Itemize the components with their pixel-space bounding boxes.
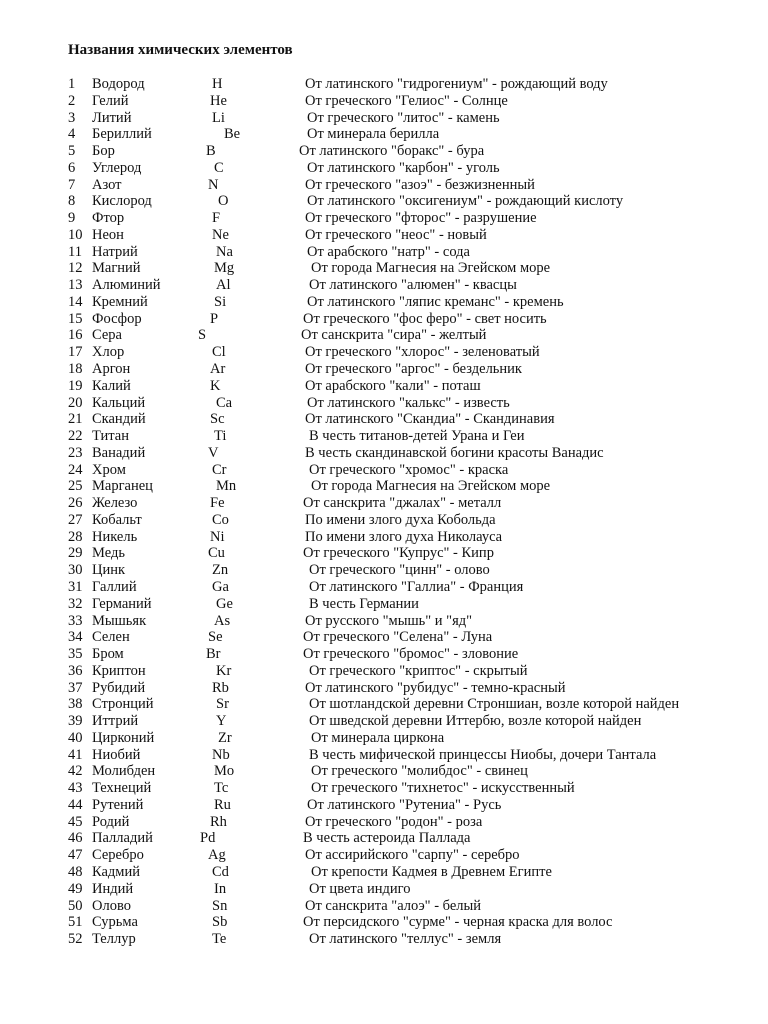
element-name: Бром xyxy=(92,646,124,663)
element-number: 8 xyxy=(68,193,76,210)
element-name: Кислород xyxy=(92,193,152,210)
element-symbol: Rb xyxy=(212,679,229,696)
element-symbol: Mg xyxy=(214,260,235,277)
element-row xyxy=(0,311,768,328)
element-row xyxy=(0,227,768,244)
element-origin: От греческого "родон" - роза xyxy=(305,813,483,830)
element-symbol: Mn xyxy=(216,478,237,495)
element-origin: От города Магнесия на Эгейском море xyxy=(311,478,551,495)
element-number: 6 xyxy=(68,159,76,176)
element-origin: От минерала берилла xyxy=(307,126,440,143)
element-row xyxy=(0,696,768,713)
element-symbol: Tc xyxy=(214,780,229,797)
element-name: Ванадий xyxy=(92,444,146,461)
element-row xyxy=(0,210,768,227)
element-origin: От персидского "сурме" - черная краска для волос xyxy=(303,914,613,931)
element-row xyxy=(0,76,768,93)
element-origin: От шведской деревни Иттербю, возле которой найден xyxy=(309,713,642,730)
element-name: Цинк xyxy=(92,562,126,579)
element-row xyxy=(0,730,768,747)
element-symbol: Ge xyxy=(216,595,233,612)
element-name: Хлор xyxy=(92,344,125,361)
element-number: 32 xyxy=(68,595,83,612)
element-symbol: O xyxy=(218,193,229,210)
element-name: Никель xyxy=(92,528,138,545)
element-number: 34 xyxy=(68,629,83,646)
element-symbol: Se xyxy=(208,629,223,646)
element-origin: От латинского "ляпис креманс" - кремень xyxy=(307,293,564,310)
element-symbol: N xyxy=(208,176,219,193)
element-name: Медь xyxy=(92,545,125,562)
element-number: 12 xyxy=(68,260,83,277)
element-row xyxy=(0,445,768,462)
element-name: Азот xyxy=(92,176,122,193)
element-origin: От арабского "кали" - поташ xyxy=(305,377,481,394)
element-row xyxy=(0,898,768,915)
element-number: 45 xyxy=(68,813,83,830)
element-origin: От греческого "Купрус" - Кипр xyxy=(303,545,494,562)
element-number: 35 xyxy=(68,646,83,663)
element-symbol: Y xyxy=(216,713,227,730)
element-name: Мышьяк xyxy=(92,612,147,629)
element-name: Аргон xyxy=(92,361,131,378)
element-row xyxy=(0,160,768,177)
element-row xyxy=(0,780,768,797)
element-number: 52 xyxy=(68,931,83,948)
element-number: 26 xyxy=(68,495,83,512)
element-number: 47 xyxy=(68,847,83,864)
element-origin: От минерала циркона xyxy=(311,729,445,746)
element-number: 30 xyxy=(68,562,83,579)
element-name: Иттрий xyxy=(92,713,139,730)
element-name: Сурьма xyxy=(92,914,138,931)
element-symbol: Ne xyxy=(212,226,229,243)
element-row xyxy=(0,428,768,445)
element-origin: От шотландской деревни Строншиан, возле которой найден xyxy=(309,696,680,713)
element-row xyxy=(0,93,768,110)
element-symbol: Cl xyxy=(212,344,226,361)
element-row xyxy=(0,814,768,831)
element-name: Скандий xyxy=(92,411,146,428)
element-number: 11 xyxy=(68,243,82,260)
element-origin: От ассирийского "сарпу" - серебро xyxy=(305,847,520,864)
element-name: Фосфор xyxy=(92,310,142,327)
element-row xyxy=(0,562,768,579)
element-row xyxy=(0,462,768,479)
element-origin: От русского "мышь" и "яд" xyxy=(305,612,473,629)
element-name: Железо xyxy=(92,495,138,512)
element-origin: От греческого "хлорос" - зеленоватый xyxy=(305,344,540,361)
element-origin: В честь скандинавской богини красоты Ванадис xyxy=(305,444,604,461)
element-name: Титан xyxy=(92,428,129,445)
element-name: Хром xyxy=(92,461,126,478)
element-number: 50 xyxy=(68,897,83,914)
element-symbol: Te xyxy=(212,931,227,948)
element-symbol: Nb xyxy=(212,746,230,763)
element-row xyxy=(0,193,768,210)
element-number: 23 xyxy=(68,444,83,461)
element-row xyxy=(0,830,768,847)
element-name: Цирконий xyxy=(92,729,155,746)
element-row xyxy=(0,713,768,730)
element-origin: От арабского "натр" - сода xyxy=(307,243,470,260)
element-name: Рубидий xyxy=(92,679,146,696)
element-origin: От греческого "фос феро" - свет носить xyxy=(303,310,547,327)
element-origin: От греческого "Селена" - Луна xyxy=(303,629,493,646)
element-origin: В честь астероида Паллада xyxy=(303,830,471,847)
element-row xyxy=(0,797,768,814)
element-symbol: Sr xyxy=(216,696,229,713)
element-symbol: B xyxy=(206,143,216,160)
element-origin: От греческого "бромос" - зловоние xyxy=(303,646,519,663)
element-origin: От латинского "рубидус" - темно-красный xyxy=(305,679,566,696)
element-symbol: P xyxy=(210,310,219,327)
element-symbol: Li xyxy=(212,109,225,126)
element-name: Теллур xyxy=(92,931,136,948)
element-row xyxy=(0,378,768,395)
element-symbol: Kr xyxy=(216,662,232,679)
element-row xyxy=(0,931,768,948)
element-name: Гелий xyxy=(92,92,129,109)
element-name: Калий xyxy=(92,377,131,394)
element-origin: От греческого "тихнетос" - искусственный xyxy=(311,780,575,797)
element-row xyxy=(0,327,768,344)
element-origin: От греческого "фторос" - разрушение xyxy=(305,210,537,227)
element-name: Неон xyxy=(92,226,124,243)
element-row xyxy=(0,512,768,529)
element-row xyxy=(0,344,768,361)
element-number: 51 xyxy=(68,914,83,931)
element-name: Углерод xyxy=(92,159,142,176)
element-symbol: Co xyxy=(212,511,229,528)
element-row xyxy=(0,613,768,630)
element-origin: От греческого "цинн" - олово xyxy=(309,562,490,579)
element-row xyxy=(0,747,768,764)
element-origin: От латинского "Скандиа" - Скандинавия xyxy=(305,411,555,428)
element-number: 22 xyxy=(68,428,83,445)
element-number: 27 xyxy=(68,511,83,528)
element-symbol: C xyxy=(214,159,224,176)
element-name: Магний xyxy=(92,260,141,277)
element-name: Алюминий xyxy=(92,277,161,294)
element-symbol: Pd xyxy=(200,830,216,847)
element-name: Индий xyxy=(92,880,134,897)
element-number: 28 xyxy=(68,528,83,545)
element-origin: От крепости Кадмея в Древнем Египте xyxy=(311,863,552,880)
element-name: Рутений xyxy=(92,796,144,813)
element-origin: От греческого "литос" - камень xyxy=(307,109,500,126)
element-origin: От латинского "Рутениа" - Русь xyxy=(307,796,502,813)
element-row xyxy=(0,545,768,562)
element-number: 5 xyxy=(68,143,76,160)
element-number: 16 xyxy=(68,327,83,344)
element-symbol: Cd xyxy=(212,863,229,880)
element-symbol: Zn xyxy=(212,562,229,579)
element-symbol: Ag xyxy=(208,847,226,864)
element-number: 33 xyxy=(68,612,83,629)
element-name: Кремний xyxy=(92,293,148,310)
element-symbol: K xyxy=(210,377,221,394)
element-row xyxy=(0,864,768,881)
element-symbol: Sc xyxy=(210,411,225,428)
element-number: 36 xyxy=(68,662,83,679)
page-title: Названия химических элементов xyxy=(68,42,293,58)
element-row xyxy=(0,579,768,596)
element-row xyxy=(0,395,768,412)
element-name: Литий xyxy=(92,109,132,126)
element-number: 24 xyxy=(68,461,83,478)
element-row xyxy=(0,663,768,680)
element-symbol: Sn xyxy=(212,897,228,914)
element-origin: В честь Германии xyxy=(309,595,419,612)
element-origin: В честь мифической принцессы Ниобы, дочери Тантала xyxy=(309,746,657,763)
element-number: 49 xyxy=(68,880,83,897)
element-number: 17 xyxy=(68,344,83,361)
element-row xyxy=(0,260,768,277)
element-number: 37 xyxy=(68,679,83,696)
element-symbol: Si xyxy=(214,293,227,310)
element-number: 4 xyxy=(68,126,76,143)
element-origin: От латинского "алюмен" - квасцы xyxy=(309,277,517,294)
element-origin: От греческого "неос" - новый xyxy=(305,226,487,243)
element-row xyxy=(0,914,768,931)
element-origin: От латинского "гидрогениум" - рождающий воду xyxy=(305,76,608,92)
element-number: 40 xyxy=(68,729,83,746)
element-symbol: He xyxy=(210,92,227,109)
element-symbol: Al xyxy=(216,277,231,294)
element-symbol: Zr xyxy=(218,729,232,746)
element-name: Ниобий xyxy=(92,746,141,763)
element-name: Стронций xyxy=(92,696,154,713)
element-symbol: Na xyxy=(216,243,233,260)
element-row xyxy=(0,277,768,294)
element-row xyxy=(0,847,768,864)
element-symbol: Ru xyxy=(214,796,231,813)
element-name: Технеций xyxy=(92,780,152,797)
element-row xyxy=(0,244,768,261)
element-origin: По имени злого духа Николауса xyxy=(305,528,503,545)
element-number: 7 xyxy=(68,176,76,193)
element-row xyxy=(0,126,768,143)
element-origin: От латинского "калькс" - известь xyxy=(307,394,510,411)
element-symbol: Br xyxy=(206,646,221,663)
element-origin: От цвета индиго xyxy=(309,880,411,897)
element-name: Натрий xyxy=(92,243,138,260)
element-symbol: S xyxy=(198,327,207,344)
element-number: 39 xyxy=(68,713,83,730)
element-symbol: As xyxy=(214,612,231,629)
element-number: 1 xyxy=(68,76,76,92)
element-symbol: Sb xyxy=(212,914,228,931)
element-symbol: Mo xyxy=(214,763,235,780)
element-number: 25 xyxy=(68,478,83,495)
element-symbol: Ar xyxy=(210,361,226,378)
element-origin: От санскрита "сира" - желтый xyxy=(301,327,487,344)
element-row xyxy=(0,596,768,613)
element-number: 43 xyxy=(68,780,83,797)
element-symbol: V xyxy=(208,444,219,461)
element-row xyxy=(0,143,768,160)
element-number: 15 xyxy=(68,310,83,327)
element-name: Марганец xyxy=(92,478,153,495)
element-row xyxy=(0,361,768,378)
element-origin: От санскрита "джалах" - металл xyxy=(303,495,502,512)
element-row xyxy=(0,478,768,495)
element-origin: От греческого "молибдос" - свинец xyxy=(311,763,528,780)
element-origin: По имени злого духа Кобольда xyxy=(305,511,496,528)
element-origin: От латинского "карбон" - уголь xyxy=(307,159,500,176)
element-origin: От греческого "криптос" - скрытый xyxy=(309,662,528,679)
element-number: 31 xyxy=(68,578,83,595)
element-row xyxy=(0,763,768,780)
element-name: Молибден xyxy=(92,763,156,780)
element-symbol: Cr xyxy=(212,461,227,478)
element-name: Палладий xyxy=(92,830,153,847)
element-name: Криптон xyxy=(92,662,146,679)
element-symbol: Ti xyxy=(214,428,227,445)
element-number: 2 xyxy=(68,92,76,109)
element-number: 21 xyxy=(68,411,83,428)
element-number: 14 xyxy=(68,293,83,310)
element-number: 20 xyxy=(68,394,83,411)
element-symbol: H xyxy=(212,76,223,92)
element-symbol: Ni xyxy=(210,528,225,545)
element-origin: От латинского "оксигениум" - рождающий кислоту xyxy=(307,193,624,210)
element-name: Олово xyxy=(92,897,131,914)
element-number: 19 xyxy=(68,377,83,394)
element-row xyxy=(0,110,768,127)
element-row xyxy=(0,529,768,546)
element-symbol: Cu xyxy=(208,545,225,562)
element-name: Бериллий xyxy=(92,126,152,143)
element-row xyxy=(0,294,768,311)
element-name: Селен xyxy=(92,629,130,646)
element-name: Бор xyxy=(92,143,115,160)
element-number: 18 xyxy=(68,361,83,378)
element-name: Кобальт xyxy=(92,511,142,528)
element-name: Кадмий xyxy=(92,863,140,880)
element-name: Водород xyxy=(92,76,145,92)
element-row xyxy=(0,680,768,697)
element-symbol: Ca xyxy=(216,394,233,411)
element-name: Кальций xyxy=(92,394,146,411)
element-origin: От греческого "Гелиос" - Солнце xyxy=(305,92,508,109)
element-name: Серебро xyxy=(92,847,144,864)
element-name: Галлий xyxy=(92,578,137,595)
element-symbol: Be xyxy=(224,126,241,143)
element-name: Фтор xyxy=(92,210,125,227)
element-number: 42 xyxy=(68,763,83,780)
element-symbol: Fe xyxy=(210,495,225,512)
element-number: 10 xyxy=(68,226,83,243)
element-number: 46 xyxy=(68,830,83,847)
element-symbol: Ga xyxy=(212,578,229,595)
element-number: 9 xyxy=(68,210,76,227)
element-origin: В честь титанов-детей Урана и Геи xyxy=(309,428,525,445)
element-origin: От греческого "хромос" - краска xyxy=(309,461,509,478)
element-number: 44 xyxy=(68,796,83,813)
element-origin: От города Магнесия на Эгейском море xyxy=(311,260,551,277)
element-name: Сера xyxy=(92,327,122,344)
element-number: 13 xyxy=(68,277,83,294)
element-origin: От санскрита "алоэ" - белый xyxy=(305,897,482,914)
element-list xyxy=(0,76,768,948)
element-origin: От греческого "азоэ" - безжизненный xyxy=(305,176,535,193)
element-symbol: In xyxy=(214,880,227,897)
element-origin: От латинского "теллус" - земля xyxy=(309,931,502,948)
element-row xyxy=(0,411,768,428)
element-symbol: F xyxy=(212,210,221,227)
element-row xyxy=(0,646,768,663)
element-row xyxy=(0,177,768,194)
element-number: 29 xyxy=(68,545,83,562)
element-name: Германий xyxy=(92,595,152,612)
element-number: 41 xyxy=(68,746,83,763)
element-origin: От греческого "аргос" - бездельник xyxy=(305,361,522,378)
element-name: Родий xyxy=(92,813,130,830)
element-row xyxy=(0,881,768,898)
element-symbol: Rh xyxy=(210,813,227,830)
element-origin: От латинского "Галлиа" - Франция xyxy=(309,578,524,595)
element-row xyxy=(0,629,768,646)
element-row xyxy=(0,495,768,512)
element-number: 3 xyxy=(68,109,76,126)
element-origin: От латинского "боракс" - бура xyxy=(299,143,485,160)
element-number: 48 xyxy=(68,863,83,880)
element-number: 38 xyxy=(68,696,83,713)
